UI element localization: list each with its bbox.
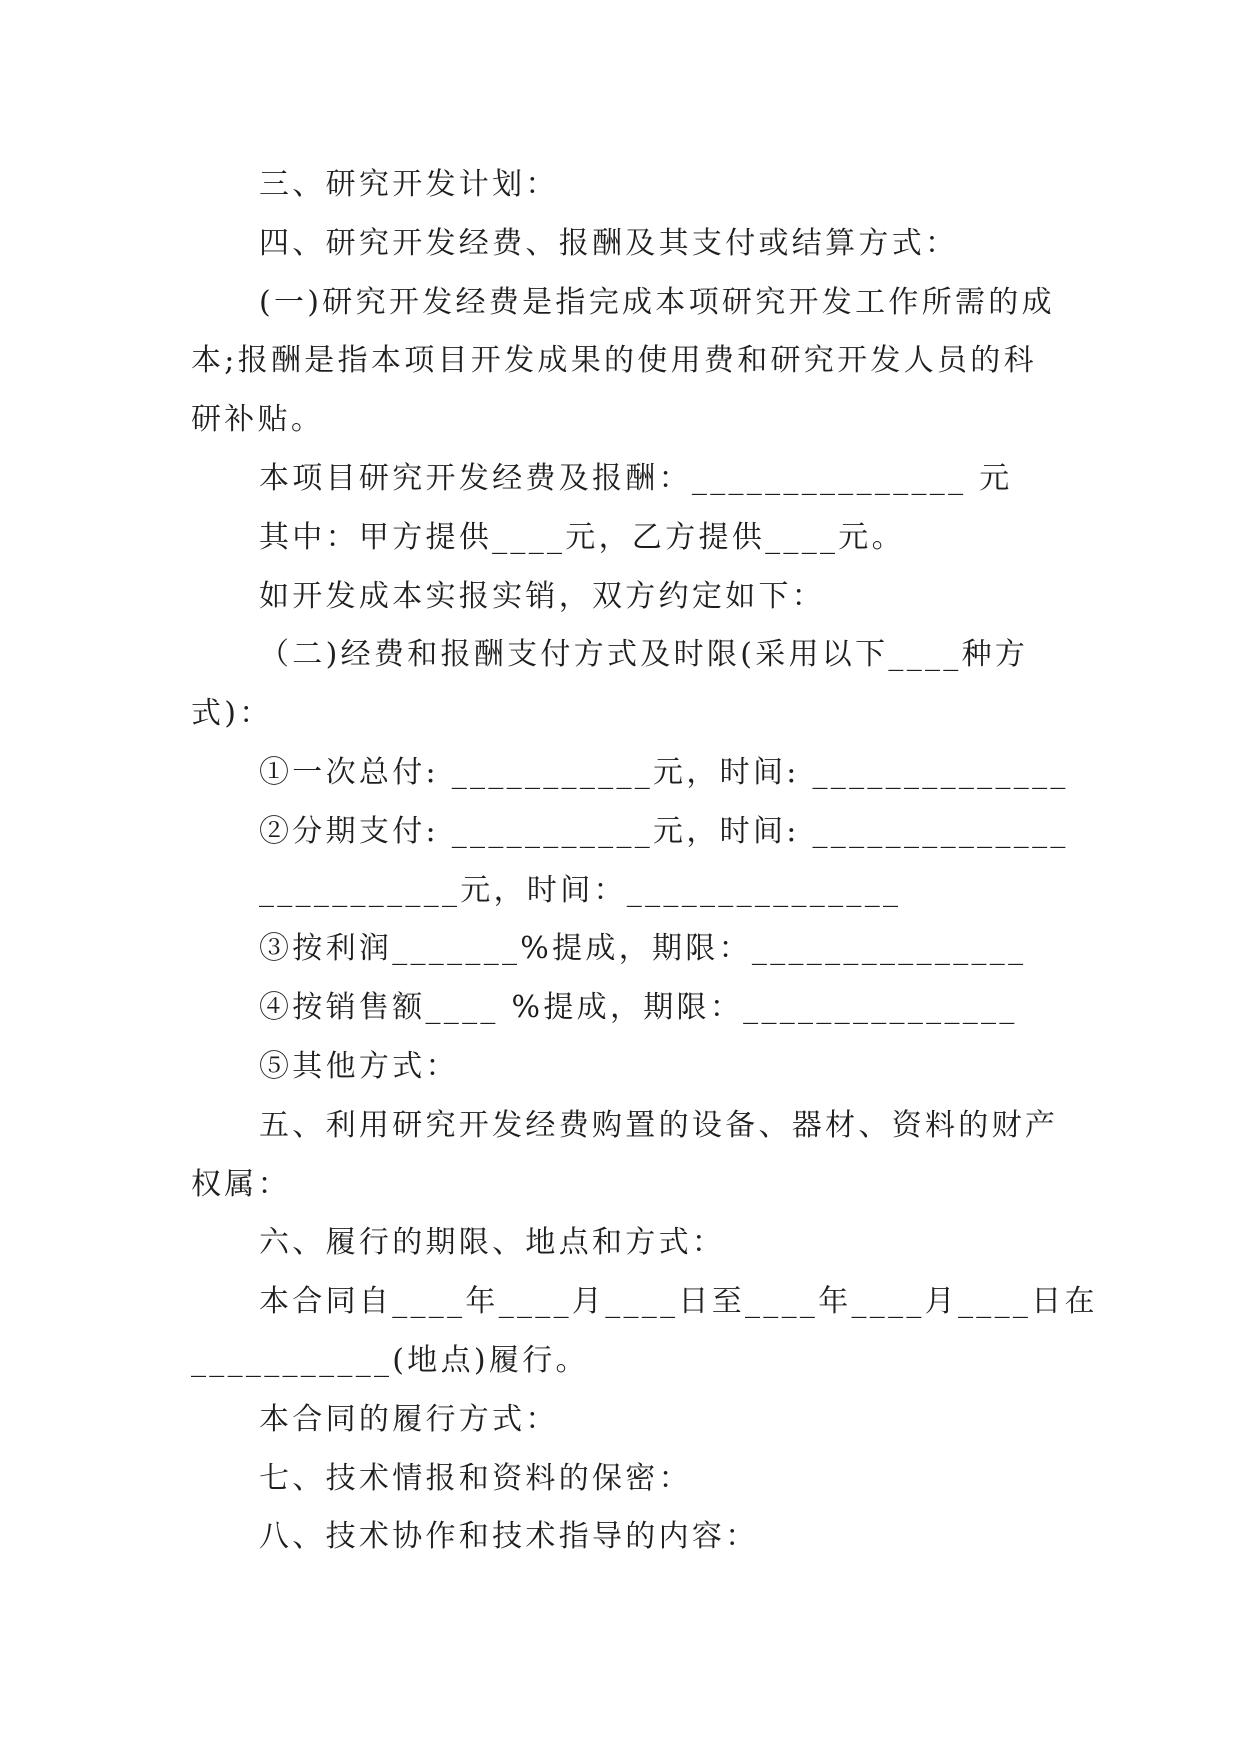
section-7-heading: 七、技术情报和资料的保密： [259,1460,692,1496]
section-5-heading-line-1: 五、利用研究开发经费购置的设备、器材、资料的财产 [259,1107,1059,1143]
actual-cost-line: 如开发成本实报实销，双方约定如下： [259,578,826,614]
section-4-heading: 四、研究开发经费、报酬及其支付或结算方式： [259,225,959,261]
performance-method-line: 本合同的履行方式： [259,1401,559,1437]
payment-option-5: ⑤其他方式： [259,1048,459,1084]
clause-4-1-line-3: 研补贴。 [191,402,325,438]
section-3-heading: 三、研究开发计划： [259,167,559,202]
clause-4-2-line-1: （二)经费和报酬支付方式及时限(采用以下____种方 [259,637,1029,673]
payment-option-2-continued: ___________元，时间：_______________ [259,872,902,908]
payment-option-3: ③按利润_______%提成，期限：_______________ [259,931,1027,967]
performance-period-line-2: ___________(地点)履行。 [191,1342,589,1378]
clause-4-1-line-1: (一)研究开发经费是指完成本项研究开发工作所需的成 [259,284,1055,320]
clause-4-2-line-2: 式)： [191,696,273,732]
payment-option-1: ①一次总付: ___________元，时间: ______________ [259,754,1069,790]
clause-4-1-line-2: 本;报酬是指本项目开发成果的使用费和研究开发人员的科 [191,343,1037,379]
total-fee-line: 本项目研究开发经费及报酬：_______________ 元 [259,460,1013,496]
section-6-heading: 六、履行的期限、地点和方式： [259,1225,726,1261]
section-8-heading: 八、技术协作和技术指导的内容： [259,1519,759,1555]
payment-option-2: ②分期支付: ___________元，时间: ______________ [259,813,1069,849]
section-5-heading-line-2: 权属： [191,1166,291,1202]
payment-option-4: ④按销售额____ %提成，期限：_______________ [259,990,1018,1026]
performance-period-line-1: 本合同自____年____月____日至____年____月____日在 [259,1284,1098,1320]
fee-split-line: 其中：甲方提供____元，乙方提供____元。 [259,519,905,555]
